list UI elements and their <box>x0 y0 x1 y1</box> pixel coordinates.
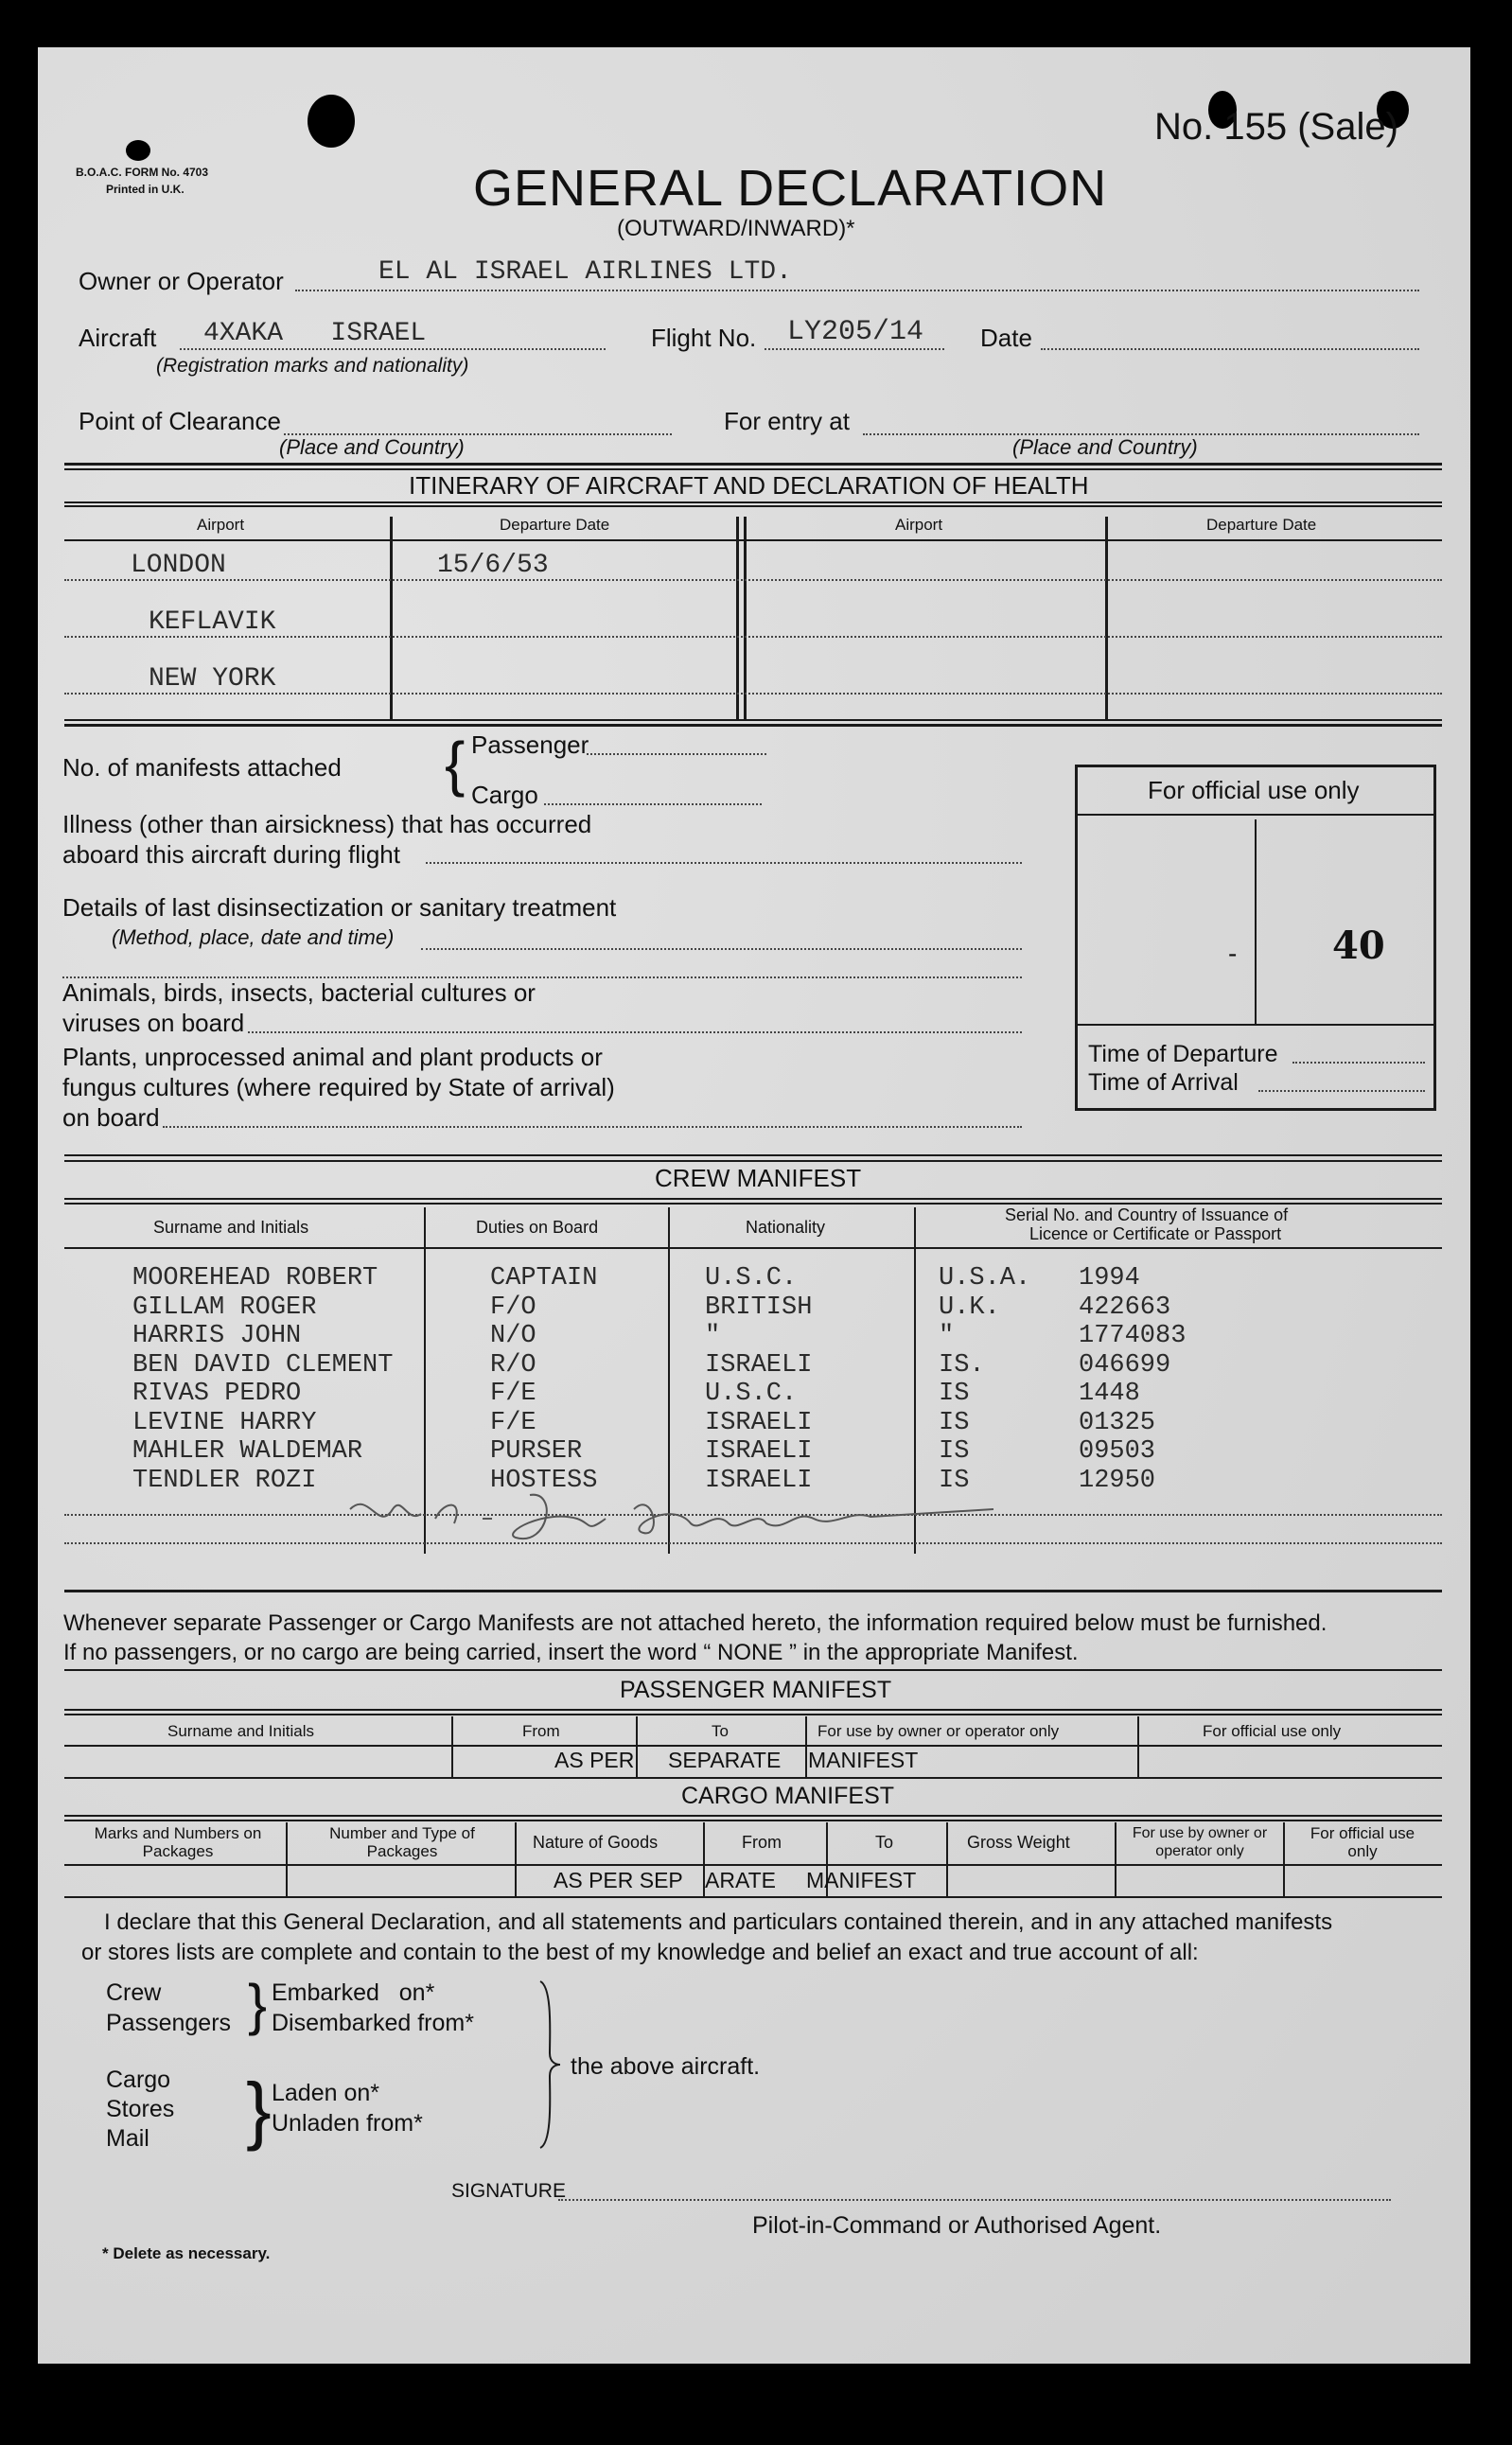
passenger-header: Surname and Initials <box>167 1722 314 1740</box>
crew-header: Surname and Initials <box>153 1218 309 1237</box>
itinerary-date: 15/6/53 <box>437 551 549 580</box>
cargo-header: Marks and Numbers on Packages <box>94 1824 262 1860</box>
crew-ctry: IS <box>939 1380 970 1408</box>
crew-name: LEVINE HARRY <box>132 1408 317 1437</box>
crew-nat: ISRAELI <box>705 1408 813 1437</box>
serial-number: No. 155 (Sale) <box>1154 106 1398 148</box>
crew-nat: U.S.C. <box>705 1264 798 1293</box>
crew-duty: CAPTAIN <box>490 1264 598 1293</box>
signature-label: SIGNATURE <box>451 2180 566 2202</box>
crew-name: MOOREHEAD ROBERT <box>132 1264 378 1293</box>
flight-value: LY205/14 <box>787 316 924 348</box>
itinerary-title: ITINERARY OF AIRCRAFT AND DECLARATION OF HEALTH <box>409 471 1089 500</box>
owner-label: Owner or Operator <box>79 267 284 295</box>
cargo-title: CARGO MANIFEST <box>681 1783 895 1809</box>
cargo-value: MANIFEST <box>806 1868 917 1892</box>
crew-name: HARRIS JOHN <box>132 1322 302 1350</box>
cargo-header: Number and Type of Packages <box>329 1824 475 1860</box>
clearance-label: Point of Clearance <box>79 407 281 435</box>
passenger-value: AS PER <box>554 1748 635 1772</box>
pilot-label: Pilot-in-Command or Authorised Agent. <box>752 2212 1162 2239</box>
crew-ctry: IS <box>939 1466 970 1495</box>
disembarked-label: Disembarked from* <box>272 2010 474 2036</box>
crew-name: MAHLER WALDEMAR <box>132 1437 363 1466</box>
aircraft-note: (Registration marks and nationality) <box>156 355 469 377</box>
page-subtitle: (OUTWARD/INWARD)* <box>617 216 855 241</box>
passenger-value: MANIFEST <box>808 1748 919 1772</box>
clearance-note: (Place and Country) <box>279 435 465 459</box>
crew-ctry: " <box>939 1322 955 1350</box>
footnote: * Delete as necessary. <box>102 2244 271 2262</box>
above-aircraft-label: the above aircraft. <box>571 2053 761 2080</box>
itinerary-airport: LONDON <box>131 551 226 580</box>
itinerary-header: Airport <box>197 516 245 534</box>
cargo-header: To <box>875 1833 894 1852</box>
crew-nat: ISRAELI <box>705 1466 813 1495</box>
crew-label: Crew <box>106 1979 162 2006</box>
entry-note: (Place and Country) <box>1012 435 1198 459</box>
brace: { <box>445 730 466 798</box>
brace: } <box>248 1973 268 2036</box>
itinerary-header: Airport <box>895 516 943 534</box>
passenger-header: From <box>522 1722 560 1740</box>
cargo-header: Gross Weight <box>967 1833 1070 1852</box>
flight-label: Flight No. <box>651 324 757 352</box>
cargo-header: Nature of Goods <box>533 1833 659 1852</box>
page-title: GENERAL DECLARATION <box>473 160 1108 217</box>
plants-label-1: Plants, unprocessed animal and plant products or <box>62 1043 603 1071</box>
crew-duty: PURSER <box>490 1437 583 1466</box>
embarked-label: Embarked on* <box>272 1979 435 2006</box>
official-use-title: For official use only <box>1148 776 1360 804</box>
handwritten-scrawl <box>341 1481 1003 1557</box>
printed-note: Printed in U.K. <box>106 183 185 196</box>
notice-line-2: If no passengers, or no cargo are being carried, insert the word “ NONE ” in the appropriate Manifest. <box>63 1640 1079 1665</box>
form-number: B.O.A.C. FORM No. 4703 <box>76 166 209 179</box>
disinsect-label-1: Details of last disinsectization or sanitary treatment <box>62 893 617 922</box>
aircraft-label: Aircraft <box>79 324 157 352</box>
crew-nat: ISRAELI <box>705 1350 813 1380</box>
illness-label-2: aboard this aircraft during flight <box>62 840 400 869</box>
laden-label: Laden on* <box>272 2080 380 2106</box>
crew-header: Serial No. and Country of Issuance of <box>1005 1205 1289 1224</box>
passenger-label: Passenger <box>471 730 589 759</box>
cargo-header: For official use only <box>1310 1824 1415 1860</box>
plants-label-3: on board <box>62 1103 160 1132</box>
cargo-header: From <box>742 1833 782 1852</box>
crew-ctry: U.K. <box>939 1293 1000 1322</box>
crew-nat: " <box>705 1322 721 1350</box>
crew-name: TENDLER ROZI <box>132 1466 317 1495</box>
crew-header: Duties on Board <box>476 1218 599 1237</box>
crew-title: CREW MANIFEST <box>655 1164 862 1192</box>
cargo-label: Cargo <box>471 781 538 809</box>
passenger-header: For use by owner or operator only <box>818 1722 1060 1740</box>
crew-duty: F/O <box>490 1293 536 1322</box>
crew-nat: BRITISH <box>705 1293 813 1322</box>
crew-serial: 01325 <box>1079 1408 1156 1437</box>
crew-serial: 1448 <box>1079 1380 1140 1408</box>
stores-label: Stores <box>106 2096 175 2122</box>
crew-duty: F/E <box>490 1408 536 1437</box>
animals-label-2: viruses on board <box>62 1009 245 1037</box>
declaration-line-2: or stores lists are complete and contain to the best of my knowledge and belief an exact and true account of all: <box>81 1940 1199 1965</box>
declaration-line-1: I declare that this General Declaration, and all statements and particulars contained therein, and in any attached manifests <box>104 1909 1333 1935</box>
passenger-header: To <box>712 1722 729 1740</box>
crew-ctry: IS. <box>939 1350 985 1380</box>
cargo-value: AS PER SEP <box>554 1868 683 1892</box>
unladen-label: Unladen from* <box>272 2110 423 2137</box>
passenger-header: For official use only <box>1203 1722 1342 1740</box>
crew-serial: 422663 <box>1079 1293 1171 1322</box>
punch-hole <box>126 140 150 161</box>
crew-duty: HOSTESS <box>490 1466 598 1495</box>
crew-serial: 12950 <box>1079 1466 1156 1495</box>
crew-nat: ISRAELI <box>705 1437 813 1466</box>
disinsect-label-2: (Method, place, date and time) <box>112 925 395 949</box>
illness-label-1: Illness (other than airsickness) that has occurred <box>62 810 592 838</box>
crew-ctry: IS <box>939 1408 970 1437</box>
crew-ctry: U.S.A. <box>939 1264 1031 1293</box>
brace: } <box>246 2067 272 2152</box>
itinerary-header: Departure Date <box>1206 516 1317 534</box>
crew-header: Licence or Certificate or Passport <box>1029 1224 1282 1243</box>
large-brace <box>536 1979 564 2150</box>
itinerary-airport: KEFLAVIK <box>149 607 276 637</box>
crew-name: GILLAM ROGER <box>132 1293 317 1322</box>
itinerary-airport: NEW YORK <box>149 664 276 694</box>
cargo-header: For use by owner or operator only <box>1132 1825 1268 1859</box>
official-mark: - <box>1228 939 1238 968</box>
cargo-value: ARATE <box>705 1868 776 1892</box>
crew-duty: F/E <box>490 1380 536 1408</box>
arrival-time-label: Time of Arrival <box>1088 1069 1239 1096</box>
cargo-label-decl: Cargo <box>106 2067 171 2093</box>
crew-serial: 1774083 <box>1079 1322 1187 1350</box>
crew-header: Nationality <box>746 1218 826 1237</box>
departure-time-label: Time of Departure <box>1088 1041 1278 1067</box>
crew-duty: R/O <box>490 1350 536 1380</box>
aircraft-value: 4XAKA ISRAEL <box>203 319 427 348</box>
crew-serial: 1994 <box>1079 1264 1140 1293</box>
passengers-label: Passengers <box>106 2010 232 2036</box>
owner-value: EL AL ISRAEL AIRLINES LTD. <box>378 257 792 287</box>
mail-label: Mail <box>106 2125 149 2152</box>
notice-line-1: Whenever separate Passenger or Cargo Manifests are not attached hereto, the information required below must be furnished. <box>63 1610 1327 1636</box>
animals-label-1: Animals, birds, insects, bacterial cultures or <box>62 978 536 1007</box>
crew-name: RIVAS PEDRO <box>132 1380 302 1408</box>
date-label: Date <box>980 324 1032 352</box>
crew-serial: 09503 <box>1079 1437 1156 1466</box>
crew-name: BEN DAVID CLEMENT <box>132 1350 394 1380</box>
entry-label: For entry at <box>724 407 850 435</box>
crew-duty: N/O <box>490 1322 536 1350</box>
itinerary-header: Departure Date <box>500 516 610 534</box>
crew-serial: 046699 <box>1079 1350 1171 1380</box>
manifests-label: No. of manifests attached <box>62 753 342 782</box>
official-value: 40 <box>1332 923 1385 968</box>
crew-ctry: IS <box>939 1437 970 1466</box>
passenger-title: PASSENGER MANIFEST <box>620 1677 892 1703</box>
passenger-value: SEPARATE <box>668 1748 782 1772</box>
crew-nat: U.S.C. <box>705 1380 798 1408</box>
punch-hole <box>308 95 355 148</box>
plants-label-2: fungus cultures (where required by State of arrival) <box>62 1073 615 1101</box>
